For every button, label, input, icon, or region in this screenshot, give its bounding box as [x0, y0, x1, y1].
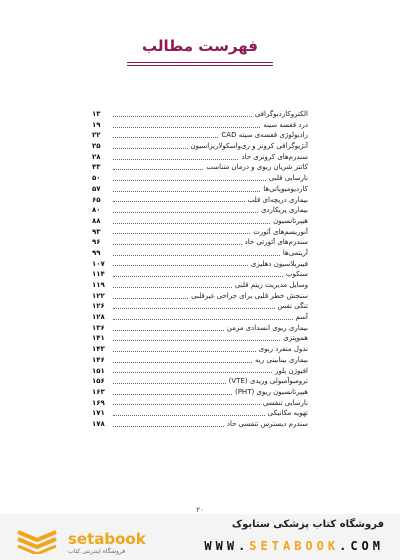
toc-entry-page: ۹۹ — [92, 248, 101, 257]
toc-entry[interactable] — [92, 376, 308, 387]
toc-entry-page: ۹۳ — [92, 227, 101, 236]
logo-subtitle: فروشگاه اینترنتی کتاب — [68, 548, 126, 555]
toc-entry[interactable] — [92, 227, 308, 238]
toc-entry[interactable] — [92, 355, 308, 366]
toc-entry-title: رادیولوژی قفسه‌ی سینه CAD — [221, 131, 308, 140]
page-title: فهرست مطالب — [142, 37, 258, 55]
toc-entry-title: آسم — [295, 313, 308, 322]
store-title: فروشگاه کتاب پزشکی ستابوک — [231, 519, 384, 530]
toc-entry-title: هیپرتانسیون ریوی (PHT) — [234, 387, 308, 396]
toc-entry-title: نارسایی قلبی — [268, 174, 308, 183]
toc-entry-page: ۱۳۶ — [92, 323, 105, 332]
toc-entry-title: آریتمی‌ها — [282, 248, 308, 257]
toc-entry-page: ۱۴۳ — [92, 345, 105, 354]
toc-entry-title: بیماری دریچه‌ای قلب — [247, 195, 308, 204]
toc-entry-title: بیماری پریکاردی — [260, 206, 308, 215]
toc-entry-title: فیبریلاسیون دهلیزی — [250, 259, 308, 268]
toc-entry-title: نارسایی تنفسی — [262, 398, 308, 407]
toc-entry-page: ۱۲۲ — [92, 291, 105, 300]
toc-entry[interactable] — [92, 237, 308, 248]
toc-entry-title: سندرم‌های آئورتی حاد — [244, 238, 308, 247]
toc-entry-title: کاردیومیوپاتی‌ها — [263, 184, 308, 193]
toc-entry-page: ۱۹ — [92, 120, 101, 129]
toc-entry-page: ۹۶ — [92, 238, 101, 247]
toc-dot-leader — [113, 255, 280, 256]
toc-entry-title: ترومبوآمبولی وریدی (VTE) — [228, 377, 308, 386]
toc-entry-page: ۸۸ — [92, 216, 101, 225]
toc-entry-page: ۱۷۱ — [92, 409, 105, 418]
footer-banner — [0, 514, 400, 560]
toc-entry-page: ۱۲۶ — [92, 302, 105, 311]
toc-dot-leader — [113, 415, 265, 416]
logo-text: setabook — [68, 530, 146, 548]
toc-entry[interactable] — [92, 408, 308, 419]
toc-entry-title: الکتروکاردیوگرافی — [254, 110, 308, 118]
toc-entry-title: آنوریسم‌های آئورت — [253, 227, 308, 236]
toc-dot-leader — [113, 372, 272, 373]
toc-entry-page: ۱۵۱ — [92, 366, 105, 375]
toc-dot-leader — [113, 223, 270, 224]
toc-entry[interactable] — [92, 366, 308, 377]
toc-dot-leader — [113, 330, 224, 331]
toc-dot-leader — [113, 212, 258, 213]
store-url-link[interactable] — [204, 539, 384, 553]
toc-entry[interactable] — [92, 291, 308, 302]
toc-entry-page: ۴۳ — [92, 163, 101, 172]
toc-dot-leader — [113, 169, 203, 170]
toc-dot-leader — [113, 351, 256, 352]
toc-dot-leader — [113, 298, 188, 299]
title-underline-top — [127, 62, 273, 63]
table-of-contents — [92, 109, 308, 430]
toc-dot-leader — [113, 233, 250, 234]
toc-entry-title: آنژیوگرافی کرونر و ری‌واسکولاریزاسیون — [190, 142, 308, 151]
toc-entry[interactable] — [92, 269, 308, 280]
toc-dot-leader — [113, 159, 238, 160]
toc-entry[interactable] — [92, 216, 308, 227]
title-underline-bottom — [127, 65, 273, 66]
toc-entry-title: تهویه مکانیکی — [267, 409, 308, 418]
toc-entry-title: افیوژن پلور — [274, 366, 308, 375]
toc-entry-title: سنجش خطر قلبی برای جراحی غیرقلبی — [191, 291, 308, 300]
toc-dot-leader — [113, 362, 252, 363]
toc-entry-page: ۲۸ — [92, 152, 101, 161]
toc-dot-leader — [113, 137, 218, 138]
toc-dot-leader — [113, 180, 266, 181]
toc-entry-page: ۱۴۱ — [92, 334, 105, 343]
toc-entry[interactable] — [92, 323, 308, 334]
toc-entry[interactable] — [92, 109, 308, 120]
toc-entry[interactable] — [92, 205, 308, 216]
toc-entry[interactable] — [92, 173, 308, 184]
toc-entry-page: ۱۰۷ — [92, 259, 105, 268]
toc-entry-title: بیماری ریوی انسدادی مزمن — [226, 323, 308, 332]
toc-entry-page: ۵۷ — [92, 184, 101, 193]
toc-entry-title: کاتتر شریان ریوی و درمان متناسب — [206, 163, 308, 172]
toc-dot-leader — [113, 404, 260, 405]
toc-entry-page: ۱۷۸ — [92, 419, 105, 428]
toc-entry-title: ندول منفرد ریوی — [258, 345, 308, 354]
toc-dot-leader — [113, 127, 260, 128]
toc-entry[interactable] — [92, 344, 308, 355]
setabook-logo[interactable] — [14, 524, 164, 554]
toc-dot-leader — [113, 276, 283, 277]
toc-entry-title: سنکوپ — [285, 270, 308, 279]
toc-entry[interactable] — [92, 195, 308, 206]
toc-entry[interactable] — [92, 312, 308, 323]
page-number: ۲۰ — [196, 506, 204, 514]
toc-entry-page: ۱۳ — [92, 110, 101, 118]
toc-entry-title: سندرم دیسترس تنفسی حاد — [226, 419, 308, 428]
toc-entry-page: ۱۱۴ — [92, 270, 105, 279]
toc-dot-leader — [113, 383, 226, 384]
toc-entry[interactable] — [92, 419, 308, 430]
toc-dot-leader — [113, 116, 252, 117]
toc-entry-page: ۱۶۳ — [92, 387, 105, 396]
toc-entry-title: هیپرتانسیون — [273, 216, 308, 225]
toc-entry-page: ۵۰ — [92, 174, 101, 183]
toc-entry[interactable] — [92, 398, 308, 409]
toc-entry-page: ۱۱۹ — [92, 281, 105, 289]
toc-entry-title: هموپتزی — [283, 334, 308, 343]
toc-dot-leader — [113, 191, 260, 192]
toc-entry[interactable] — [92, 301, 308, 312]
toc-entry[interactable] — [92, 333, 308, 344]
toc-entry-page: ۶۵ — [92, 195, 101, 204]
toc-entry[interactable] — [92, 184, 308, 195]
toc-entry-title: تنگی نفس — [277, 302, 308, 311]
toc-entry-page: ۱۲۸ — [92, 313, 105, 322]
toc-entry-page: ۱۴۶ — [92, 355, 105, 364]
toc-entry[interactable] — [92, 141, 308, 152]
toc-entry-page: ۲۲ — [92, 131, 101, 140]
toc-entry[interactable] — [92, 130, 308, 141]
toc-dot-leader — [113, 426, 224, 427]
toc-dot-leader — [113, 287, 232, 288]
toc-entry-title: سندرم‌های کرونری حاد — [241, 152, 308, 161]
book-stack-icon — [14, 524, 60, 554]
toc-entry-page: ۸۰ — [92, 206, 101, 215]
toc-dot-leader — [113, 201, 245, 202]
toc-entry[interactable] — [92, 248, 308, 259]
toc-dot-leader — [113, 148, 188, 149]
toc-entry[interactable] — [92, 259, 308, 270]
toc-dot-leader — [113, 319, 293, 320]
toc-dot-leader — [113, 394, 232, 395]
toc-entry-page: ۲۵ — [92, 142, 101, 151]
toc-entry-title: درد قفسه سینه — [263, 120, 308, 129]
toc-dot-leader — [113, 308, 275, 309]
url-suffix: .COM — [339, 539, 384, 553]
toc-dot-leader — [113, 265, 248, 266]
title-wrap — [0, 36, 400, 55]
toc-entry[interactable] — [92, 152, 308, 163]
url-prefix: WWW. — [204, 539, 250, 553]
toc-entry-title: وسایل مدیریت ریتم قلبی — [234, 281, 308, 289]
toc-entry[interactable] — [92, 387, 308, 398]
toc-entry[interactable] — [92, 280, 308, 291]
toc-entry-title: بیماری بینابینی ریه — [255, 355, 308, 364]
toc-entry-page: ۱۵۶ — [92, 377, 105, 386]
url-brand: SETABOOK — [249, 539, 340, 553]
toc-entry[interactable] — [92, 162, 308, 173]
toc-dot-leader — [113, 244, 242, 245]
toc-entry-page: ۱۶۹ — [92, 398, 105, 407]
toc-dot-leader — [113, 340, 280, 341]
toc-entry[interactable] — [92, 120, 308, 131]
